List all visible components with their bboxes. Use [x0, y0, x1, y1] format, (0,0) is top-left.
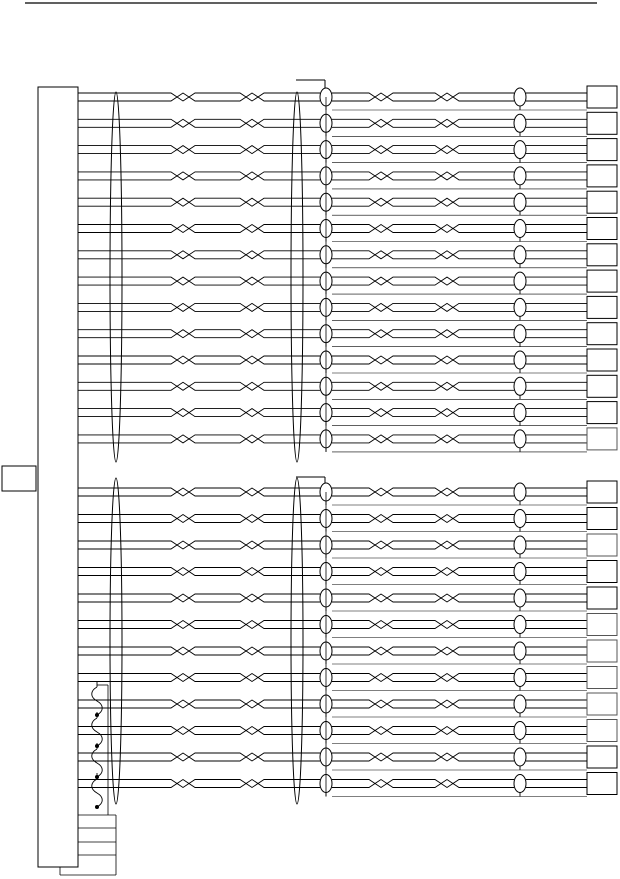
- lower-pair-8-seg1-conductor-a: [78, 674, 320, 682]
- upper-pair-13-ferrite-2: [514, 404, 526, 422]
- lower-pair-5-seg2-conductor-a: [332, 594, 514, 602]
- lower-pair-3-seg2-conductor-b: [332, 541, 514, 549]
- upper-pair-5-ferrite-2: [514, 193, 526, 211]
- upper-pair-10-seg1-conductor-b: [78, 330, 320, 338]
- lower-pair-7-seg2-conductor-b: [332, 647, 514, 655]
- upper-pair-4-seg2-conductor-b: [332, 172, 514, 180]
- upper-pair-13-seg2-conductor-a: [332, 409, 514, 417]
- lower-pair-8-terminal: [587, 667, 617, 689]
- upper-pair-6-seg2-conductor-a: [332, 225, 514, 233]
- lower-shield-ellipse-right: [291, 478, 303, 804]
- lower-pair-8-seg2-conductor-b: [332, 674, 514, 682]
- lower-pair-4-seg2-conductor-b: [332, 568, 514, 576]
- lower-pair-10-seg2-conductor-b: [332, 727, 514, 735]
- upper-pair-8-seg1-conductor-a: [78, 277, 320, 285]
- upper-pair-13-terminal: [587, 402, 617, 424]
- inductor-loop-4-node: [95, 805, 99, 809]
- upper-pair-3-terminal: [587, 139, 617, 161]
- upper-pair-14-seg2-conductor-a: [332, 435, 514, 443]
- inductor-loop-2: [92, 718, 103, 746]
- lower-pair-2-terminal: [587, 508, 617, 530]
- upper-pair-10-seg2-conductor-a: [332, 330, 514, 338]
- upper-pair-8-seg1-conductor-b: [78, 277, 320, 285]
- upper-pair-7-terminal: [587, 244, 617, 266]
- upper-pair-8-terminal: [587, 270, 617, 292]
- upper-pair-7-seg1-conductor-a: [78, 251, 320, 259]
- lower-pair-9-seg1-conductor-a: [78, 700, 320, 708]
- upper-pair-12-seg2-conductor-a: [332, 382, 514, 390]
- upper-pair-8-seg2-conductor-b: [332, 277, 514, 285]
- upper-pair-1-seg2-conductor-b: [332, 93, 514, 101]
- upper-pair-12-ferrite-2: [514, 377, 526, 395]
- inductor-loop-1: [92, 687, 103, 715]
- lower-pair-7-seg1-conductor-b: [78, 647, 320, 655]
- upper-pair-7-seg1-conductor-b: [78, 251, 320, 259]
- upper-pair-9-terminal: [587, 296, 617, 318]
- lower-pair-1-seg2-conductor-a: [332, 488, 514, 496]
- upper-pair-11-seg1-conductor-a: [78, 356, 320, 364]
- lower-pair-10-seg1-conductor-b: [78, 727, 320, 735]
- upper-pair-14-ferrite-2: [514, 430, 526, 448]
- lower-pair-2-seg2-conductor-a: [332, 515, 514, 523]
- lower-pair-9-seg1-conductor-b: [78, 700, 320, 708]
- upper-pair-9-seg1-conductor-b: [78, 303, 320, 311]
- upper-pair-1-seg2-conductor-a: [332, 93, 514, 101]
- lower-pair-6-seg1-conductor-a: [78, 621, 320, 629]
- upper-pair-3-ferrite-2: [514, 141, 526, 159]
- lower-pair-6-terminal: [587, 614, 617, 636]
- upper-pair-8-seg2-conductor-a: [332, 277, 514, 285]
- upper-pair-7-seg2-conductor-b: [332, 251, 514, 259]
- lower-pair-12-terminal: [587, 773, 617, 795]
- lower-pair-5-ferrite-2: [514, 589, 526, 607]
- upper-pair-1-terminal: [587, 86, 617, 108]
- upper-pair-2-seg2-conductor-a: [332, 119, 514, 127]
- lower-pair-11-seg2-conductor-a: [332, 753, 514, 761]
- upper-pair-11-seg1-conductor-b: [78, 356, 320, 364]
- upper-pair-3-seg1-conductor-a: [78, 146, 320, 154]
- lower-pair-7-seg1-conductor-a: [78, 647, 320, 655]
- upper-pair-3-seg2-conductor-b: [332, 146, 514, 154]
- upper-pair-7-seg2-conductor-a: [332, 251, 514, 259]
- inductor-loop-4: [92, 779, 103, 807]
- connector-block: [38, 87, 78, 867]
- lower-pair-5-seg2-conductor-b: [332, 594, 514, 602]
- lower-pair-6-ferrite-2: [514, 616, 526, 634]
- upper-pair-10-seg1-conductor-a: [78, 330, 320, 338]
- upper-pair-6-ferrite-2: [514, 220, 526, 238]
- lower-pair-6-seg2-conductor-b: [332, 621, 514, 629]
- upper-pair-2-seg1-conductor-b: [78, 119, 320, 127]
- lower-pair-4-seg1-conductor-b: [78, 568, 320, 576]
- lower-pair-4-terminal: [587, 561, 617, 583]
- lower-pair-4-seg2-conductor-a: [332, 568, 514, 576]
- lower-pair-8-seg2-conductor-a: [332, 674, 514, 682]
- lower-pair-2-ferrite-2: [514, 510, 526, 528]
- lower-pair-3-terminal: [587, 534, 617, 556]
- lower-pair-12-ferrite-2: [514, 775, 526, 793]
- lower-pair-2-seg2-conductor-b: [332, 515, 514, 523]
- upper-pair-11-seg2-conductor-a: [332, 356, 514, 364]
- upper-pair-12-seg2-conductor-b: [332, 382, 514, 390]
- lower-pair-12-seg2-conductor-a: [332, 780, 514, 788]
- lower-pair-9-ferrite-2: [514, 695, 526, 713]
- lower-pair-1-seg2-conductor-b: [332, 488, 514, 496]
- upper-pair-14-seg1-conductor-b: [78, 435, 320, 443]
- lower-pair-10-terminal: [587, 720, 617, 742]
- lower-pair-3-seg1-conductor-a: [78, 541, 320, 549]
- lower-pair-11-ferrite-2: [514, 748, 526, 766]
- lower-pair-6-seg1-conductor-b: [78, 621, 320, 629]
- lower-pair-10-ferrite-2: [514, 722, 526, 740]
- lower-pair-5-seg1-conductor-a: [78, 594, 320, 602]
- upper-pair-14-terminal: [587, 428, 617, 450]
- lower-pair-1-seg1-conductor-a: [78, 488, 320, 496]
- lower-pair-5-terminal: [587, 587, 617, 609]
- lower-pair-7-terminal: [587, 640, 617, 662]
- upper-pair-9-seg2-conductor-a: [332, 303, 514, 311]
- upper-pair-12-seg1-conductor-a: [78, 382, 320, 390]
- upper-pair-13-seg2-conductor-b: [332, 409, 514, 417]
- lower-pair-4-seg1-conductor-a: [78, 568, 320, 576]
- upper-pair-1-ferrite-2: [514, 88, 526, 106]
- upper-pair-9-seg1-conductor-a: [78, 303, 320, 311]
- lower-pair-7-ferrite-2: [514, 642, 526, 660]
- lower-pair-4-ferrite-2: [514, 563, 526, 581]
- upper-pair-4-seg1-conductor-a: [78, 172, 320, 180]
- lower-pair-11-seg2-conductor-b: [332, 753, 514, 761]
- upper-pair-5-seg1-conductor-b: [78, 198, 320, 206]
- lower-pair-11-seg1-conductor-b: [78, 753, 320, 761]
- upper-pair-11-terminal: [587, 349, 617, 371]
- upper-pair-11-seg2-conductor-b: [332, 356, 514, 364]
- lower-pair-8-seg1-conductor-b: [78, 674, 320, 682]
- upper-pair-10-seg2-conductor-b: [332, 330, 514, 338]
- lower-pair-12-seg2-conductor-b: [332, 780, 514, 788]
- upper-pair-6-terminal: [587, 218, 617, 240]
- lower-pair-10-seg1-conductor-a: [78, 727, 320, 735]
- upper-pair-14-seg2-conductor-b: [332, 435, 514, 443]
- upper-pair-9-ferrite-2: [514, 298, 526, 316]
- lower-pair-2-seg1-conductor-b: [78, 515, 320, 523]
- lower-shield-ellipse-left: [110, 478, 122, 804]
- upper-pair-4-ferrite-2: [514, 167, 526, 185]
- upper-pair-4-seg2-conductor-a: [332, 172, 514, 180]
- lower-pair-5-seg1-conductor-b: [78, 594, 320, 602]
- upper-pair-4-seg1-conductor-b: [78, 172, 320, 180]
- upper-pair-8-ferrite-2: [514, 272, 526, 290]
- lower-pair-6-seg2-conductor-a: [332, 621, 514, 629]
- upper-pair-13-seg1-conductor-a: [78, 409, 320, 417]
- upper-pair-12-terminal: [587, 375, 617, 397]
- lower-pair-11-seg1-conductor-a: [78, 753, 320, 761]
- lower-pair-10-seg2-conductor-a: [332, 727, 514, 735]
- upper-pair-2-ferrite-2: [514, 114, 526, 132]
- lower-pair-3-ferrite-2: [514, 536, 526, 554]
- upper-pair-3-seg1-conductor-b: [78, 146, 320, 154]
- lower-pair-1-ferrite-2: [514, 483, 526, 501]
- upper-pair-6-seg1-conductor-b: [78, 225, 320, 233]
- upper-pair-5-terminal: [587, 191, 617, 213]
- upper-pair-6-seg1-conductor-a: [78, 225, 320, 233]
- upper-pair-2-terminal: [587, 112, 617, 134]
- upper-pair-14-seg1-conductor-a: [78, 435, 320, 443]
- lower-pair-12-seg1-conductor-b: [78, 780, 320, 788]
- lower-pair-11-terminal: [587, 746, 617, 768]
- upper-pair-2-seg2-conductor-b: [332, 119, 514, 127]
- upper-pair-13-seg1-conductor-b: [78, 409, 320, 417]
- lower-pair-1-terminal: [587, 481, 617, 503]
- upper-pair-5-seg1-conductor-a: [78, 198, 320, 206]
- upper-pair-10-ferrite-2: [514, 325, 526, 343]
- lower-pair-12-seg1-conductor-a: [78, 780, 320, 788]
- lower-pair-9-seg2-conductor-a: [332, 700, 514, 708]
- upper-pair-9-seg2-conductor-b: [332, 303, 514, 311]
- lower-pair-2-seg1-conductor-a: [78, 515, 320, 523]
- upper-pair-10-terminal: [587, 323, 617, 345]
- lower-pair-9-seg2-conductor-b: [332, 700, 514, 708]
- upper-pair-2-seg1-conductor-a: [78, 119, 320, 127]
- upper-pair-5-seg2-conductor-a: [332, 198, 514, 206]
- upper-pair-7-ferrite-2: [514, 246, 526, 264]
- upper-pair-12-seg1-conductor-b: [78, 382, 320, 390]
- upper-pair-11-ferrite-2: [514, 351, 526, 369]
- upper-pair-6-seg2-conductor-b: [332, 225, 514, 233]
- side-box: [2, 466, 36, 491]
- wire-layer: [60, 80, 617, 875]
- upper-pair-5-seg2-conductor-b: [332, 198, 514, 206]
- lower-pair-8-ferrite-2: [514, 669, 526, 687]
- lower-pair-3-seg2-conductor-a: [332, 541, 514, 549]
- lower-pair-7-seg2-conductor-a: [332, 647, 514, 655]
- upper-pair-3-seg2-conductor-a: [332, 146, 514, 154]
- lower-pair-3-seg1-conductor-b: [78, 541, 320, 549]
- upper-pair-4-terminal: [587, 165, 617, 187]
- lower-pair-9-terminal: [587, 693, 617, 715]
- lower-pair-1-seg1-conductor-b: [78, 488, 320, 496]
